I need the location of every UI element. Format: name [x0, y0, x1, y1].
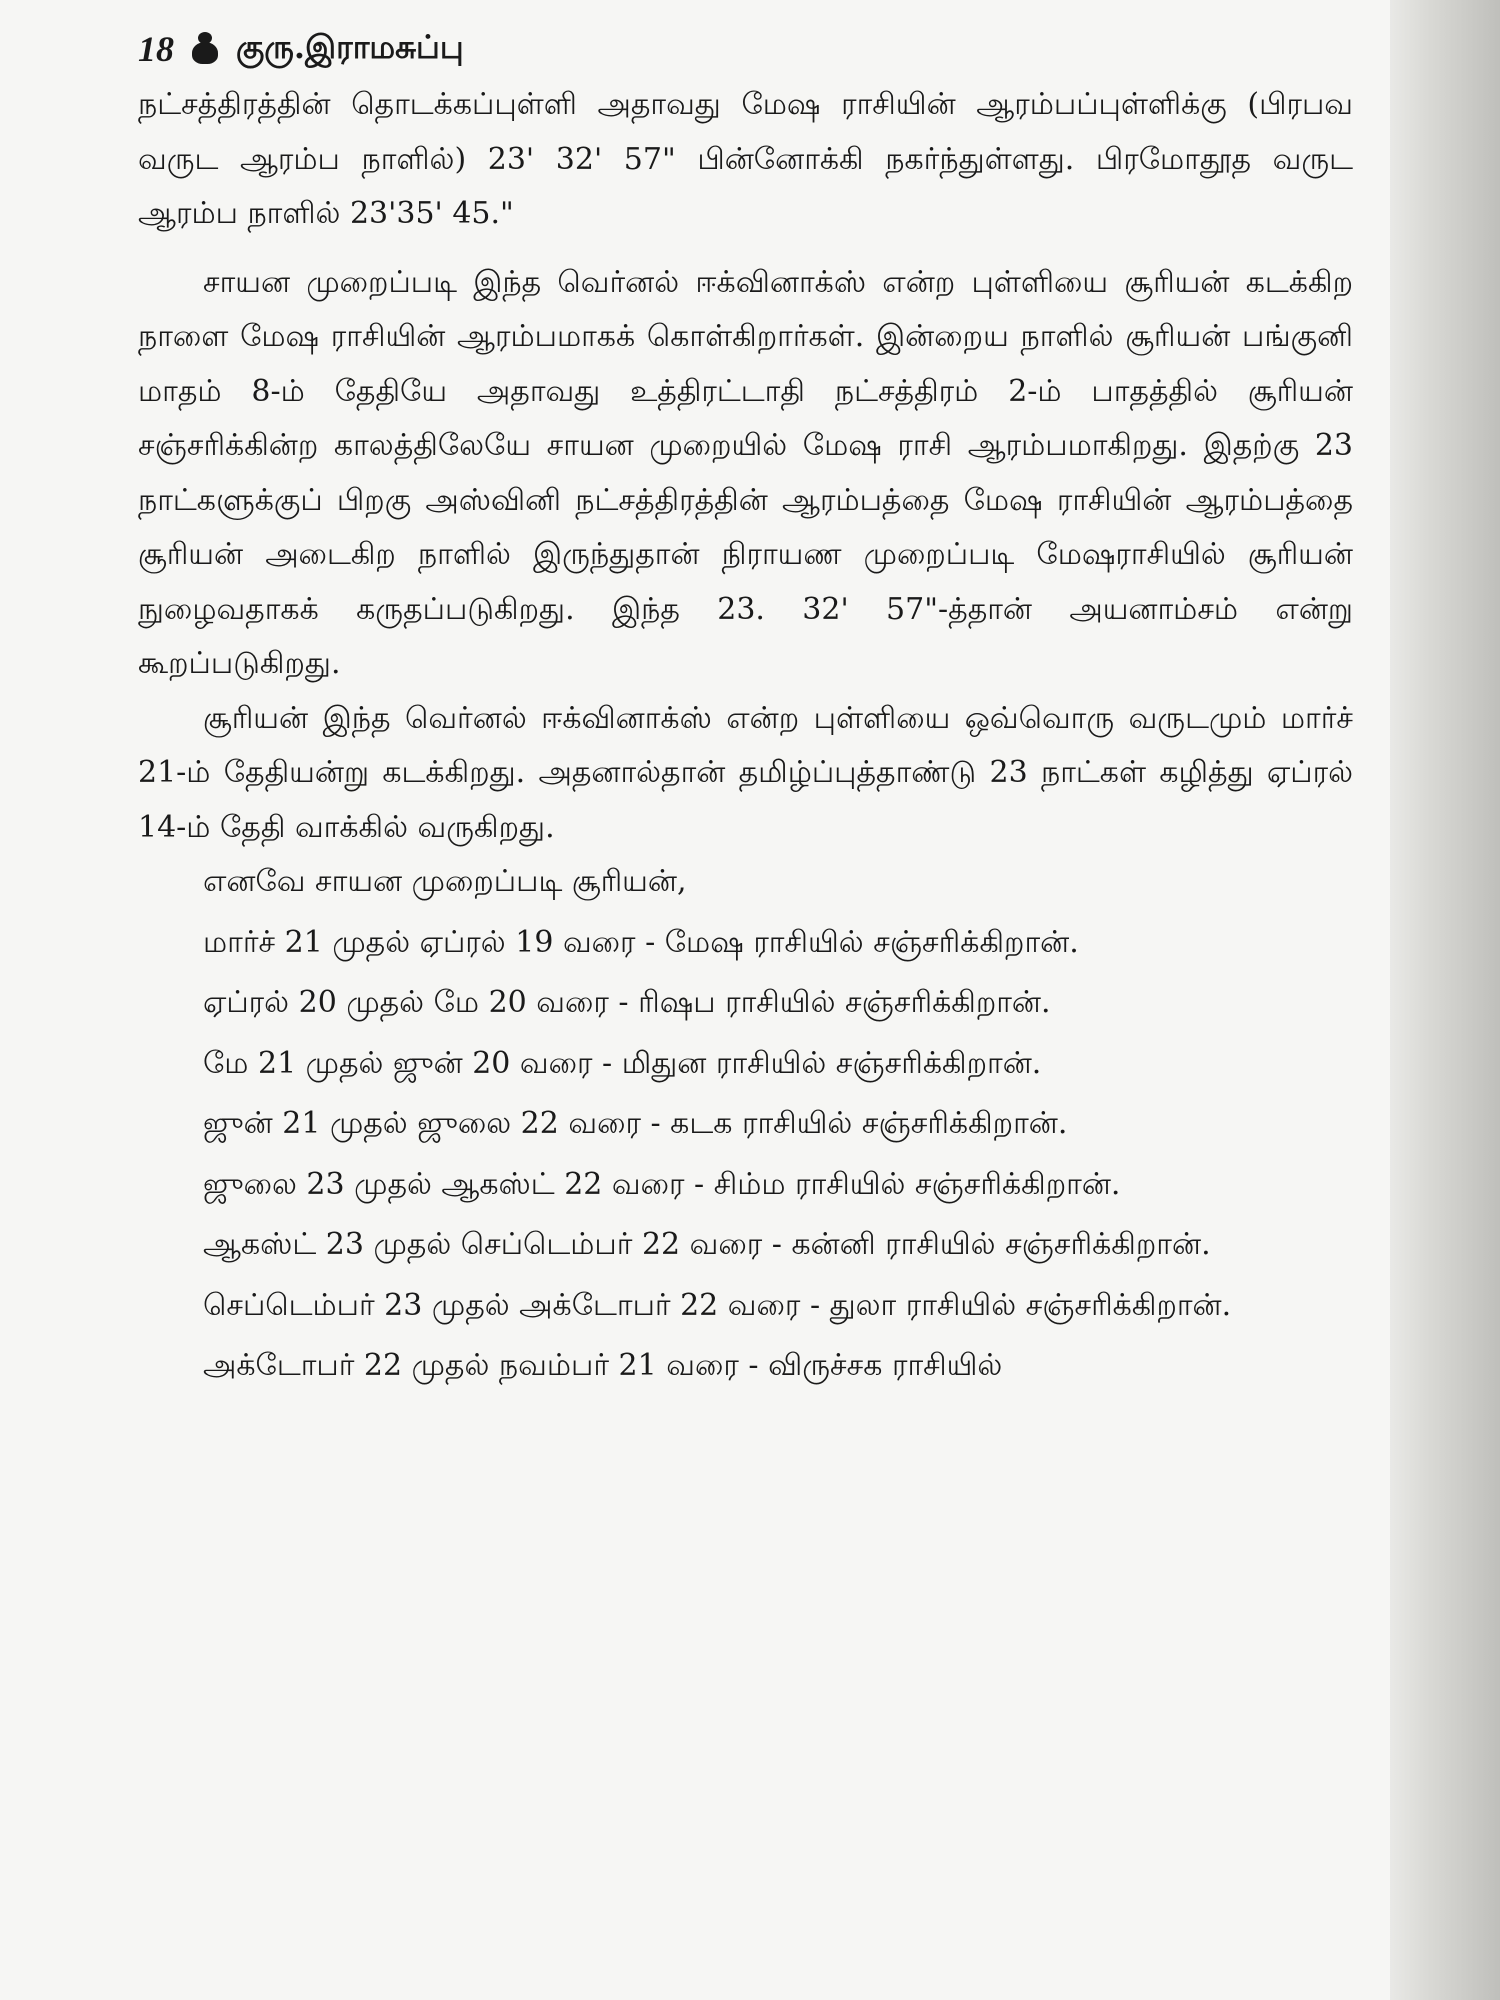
- page-header: [138, 20, 1353, 78]
- list-item-simha: ஜுலை 23 முதல் ஆகஸ்ட் 22 வரை - சிம்ம ராசியில் சஞ்சரிக்கிறான்.: [203, 1166, 1121, 1202]
- list-item-kanni: ஆகஸ்ட் 23 முதல் செப்டெம்பர் 22 வரை - கன்னி ராசியில் சஞ்சரிக்கிறான்.: [203, 1227, 1211, 1262]
- paragraph-2: சாயன முறைப்படி இந்த வெர்னல் ஈக்வினாக்ஸ் என்ற புள்ளியை சூரியன் கடக்கிற நாளை மேஷ ராசியின் ஆரம்பமாகக் கொள்கிறார்கள். இன்றைய நாளில் சூரியன் பங்குனி மாதம் 8-ம் தேதியே அதாவது உத்திரட்டாதி நட்சத்திரம் 2-ம் பாதத்தில் சூரியன் சஞ்சரிக்கின்ற காலத்திலேயே சாயன முறையில் மேஷ ராசி ஆரம்பமாகிறது. இதற்கு 23 நாட்களுக்குப் பிறகு அஸ்வினி நட்சத்திரத்தின் ஆரம்பத்தை மேஷ ராசியின் ஆரம்பத்தை சூரியன் அடைகிற நாளில் இருந்துதான் நிராயண முறைப்படி மேஷராசியில் சூரியன் நுழைவதாகக் கருதப்படுகிறது. இந்த 23. 32' 57"-த்தான் அயனாம்சம் என்று கூறப்படுகிறது.: [138, 264, 1353, 681]
- list-item-mithuna: மே 21 முதல் ஜுன் 20 வரை - மிதுன ராசியில் சஞ்சரிக்கிறான்.: [203, 1045, 1042, 1081]
- zodiac-transit-list: [138, 916, 1353, 1394]
- list-item-viruchaga: அக்டோபர் 22 முதல் நவம்பர் 21 வரை - விருச்சக ராசியில்: [203, 1348, 1003, 1383]
- paragraph-1: நட்சத்திரத்தின் தொடக்கப்புள்ளி அதாவது மேஷ ராசியின் ஆரம்பப்புள்ளிக்கு (பிரபவ வருட ஆரம்ப நாளில்) 23' 32' 57" பின்னோக்கி நகர்ந்துள்ளது. பிரமோதூத வருட ஆரம்ப நாளில் 23'35' 45.": [138, 87, 1353, 231]
- list-item-thula: செப்டெம்பர் 23 முதல் அக்டோபர் 22 வரை - துலா ராசியில் சஞ்சரிக்கிறான்.: [203, 1287, 1232, 1323]
- paragraph-3: சூரியன் இந்த வெர்னல் ஈக்வினாக்ஸ் என்ற புள்ளியை ஒவ்வொரு வருடமும் மார்ச் 21-ம் தேதியன்று கடக்கிறது. அதனால்தான் தமிழ்ப்புத்தாண்டு 23 நாட்கள் கழித்து ஏப்ரல் 14-ம் தேதி வாக்கில் வருகிறது.: [138, 700, 1353, 845]
- running-title: குரு.இராமசுப்பு: [236, 28, 464, 66]
- kalasam-emblem-icon: [192, 32, 218, 66]
- page-text: [138, 20, 1353, 1394]
- list-item-kataka: ஜுன் 21 முதல் ஜுலை 22 வரை - கடக ராசியில் சஞ்சரிக்கிறான்.: [203, 1106, 1068, 1141]
- list-item-rishaba: ஏப்ரல் 20 முதல் மே 20 வரை - ரிஷப ராசியில் சஞ்சரிக்கிறான்.: [203, 985, 1051, 1020]
- paragraph-4: எனவே சாயன முறைப்படி சூரியன்,: [203, 864, 687, 899]
- list-item-mesha: மார்ச் 21 முதல் ஏப்ரல் 19 வரை - மேஷ ராசியில் சஞ்சரிக்கிறான்.: [203, 924, 1079, 960]
- page-number: 18: [138, 29, 174, 69]
- page-edge-shadow: [1390, 0, 1500, 2000]
